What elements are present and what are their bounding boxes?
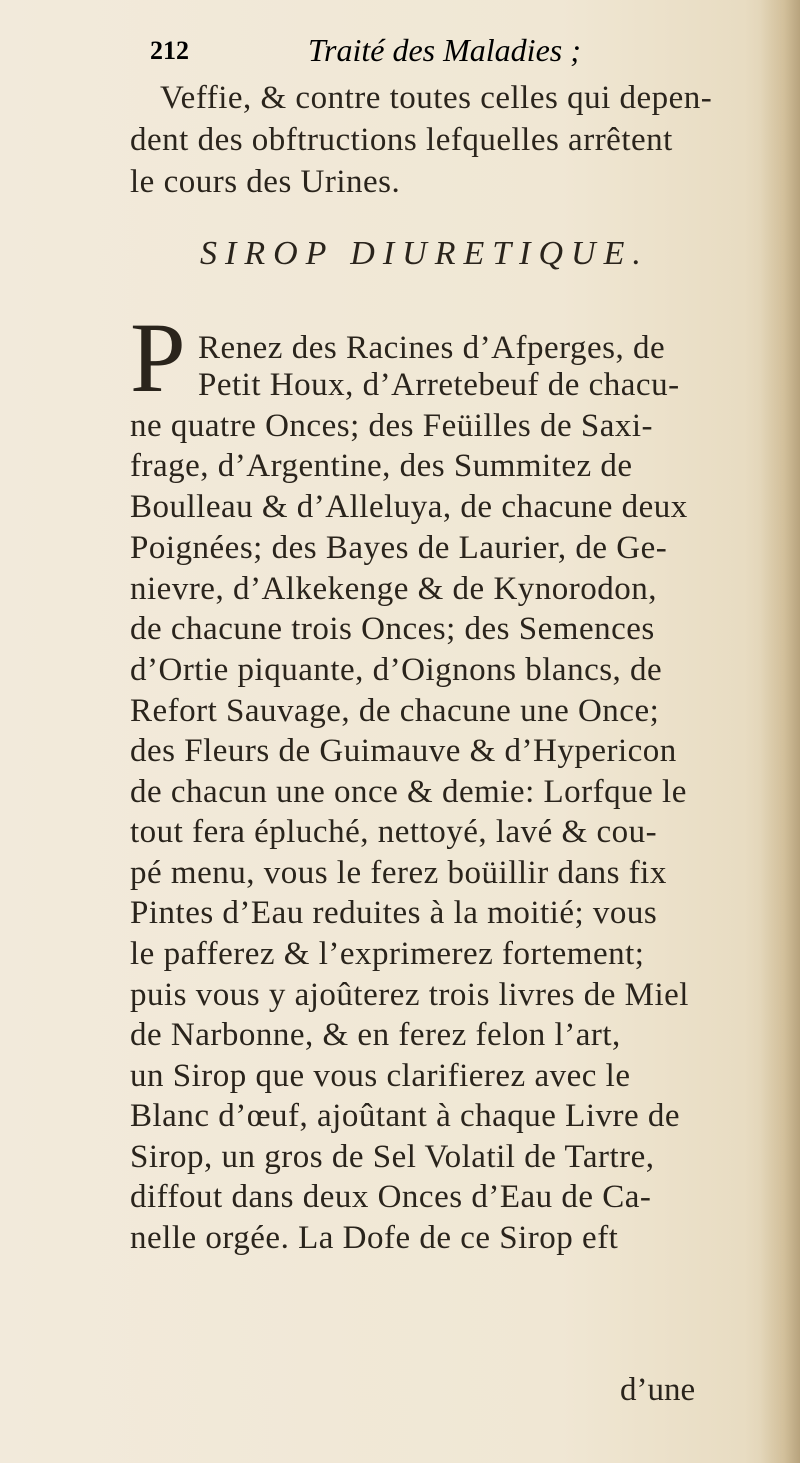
body-line: puis vous y ajoûterez trois livres de Miel: [130, 977, 689, 1013]
body-line: frage, d’Argentine, des Summitez de: [130, 448, 633, 484]
section-title: SIROP DIURETIQUE.: [200, 235, 649, 272]
body-line: Boulleau & d’Alleluya, de chacune deux: [130, 489, 688, 525]
body-line: d’Ortie piquante, d’Oignons blancs, de: [130, 652, 663, 688]
body-line: ne quatre Onces; des Feüilles de Saxi-: [130, 408, 654, 444]
body-line: des Fleurs de Guimauve & d’Hypericon: [130, 733, 677, 769]
body-line: Poignées; des Bayes de Laurier, de Ge-: [130, 530, 668, 566]
body-line: un Sirop que vous clarifierez avec le: [130, 1058, 631, 1094]
page-header: [150, 32, 670, 72]
body-line: tout fera épluché, nettoyé, lavé & cou-: [130, 814, 658, 850]
body-line: Sirop, un gros de Sel Volatil de Tartre,: [130, 1139, 655, 1175]
body-line: Renez des Racines d’Afperges, de: [198, 330, 666, 366]
body-line: pé menu, vous le ferez boüillir dans fix: [130, 855, 667, 891]
intro-line: Veffie, & contre toutes celles qui depen-: [160, 80, 713, 116]
body-line: Refort Sauvage, de chacune une Once;: [130, 693, 660, 729]
body-line: de Narbonne, & en ferez felon l’art,: [130, 1017, 621, 1053]
body-line: de chacun une once & demie: Lorfque le: [130, 774, 687, 810]
body-line: le pafferez & l’exprimerez fortement;: [130, 936, 645, 972]
body-line: Petit Houx, d’Arretebeuf de chacu-: [198, 367, 680, 403]
body-line: nelle orgée. La Dofe de ce Sirop eft: [130, 1220, 619, 1256]
body-line: nievre, d’Alkekenge & de Kynorodon,: [130, 571, 658, 607]
catchword: d’une: [620, 1372, 696, 1408]
body-line: Pintes d’Eau reduites à la moitié; vous: [130, 895, 658, 931]
intro-line: dent des obftructions lefquelles arrêtent: [130, 122, 673, 158]
body-line: de chacune trois Onces; des Semences: [130, 611, 655, 647]
running-title: Traité des Maladies ;: [308, 32, 581, 68]
intro-line: le cours des Urines.: [130, 164, 401, 200]
body-line: diffout dans deux Onces d’Eau de Ca-: [130, 1179, 652, 1215]
body-line: Blanc d’œuf, ajoûtant à chaque Livre de: [130, 1098, 681, 1134]
drop-cap: P: [130, 302, 186, 413]
page-number: 212: [150, 36, 189, 65]
